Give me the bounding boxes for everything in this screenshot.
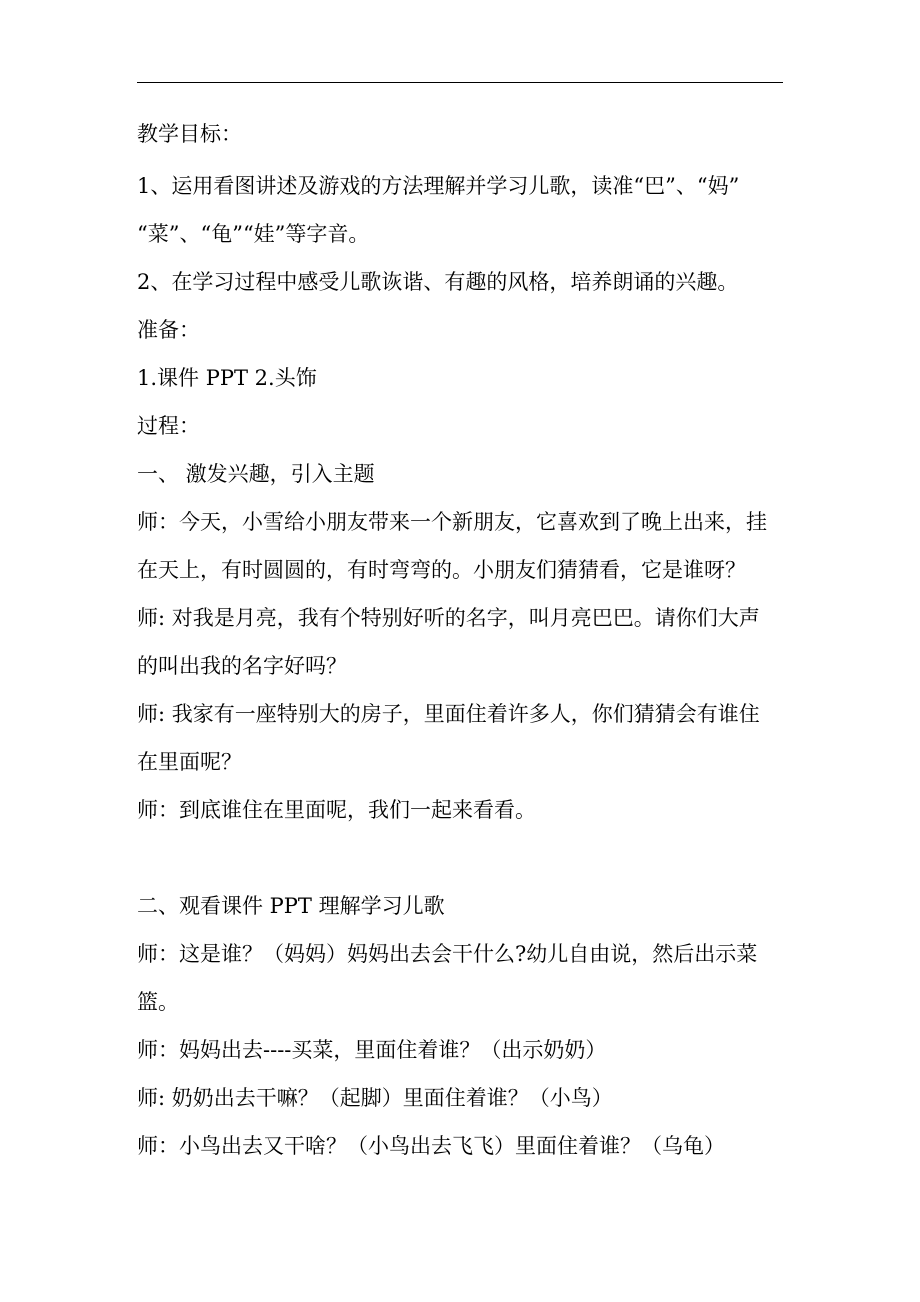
section-heading: 二、观看课件 PPT 理解学习儿歌 xyxy=(137,894,445,918)
text-line: 师：这是谁？（妈妈）妈妈出去会干什么?幼儿自由说，然后出示菜 xyxy=(137,942,758,966)
text-line: 1、运用看图讲述及游戏的方法理解并学习儿歌，读准“巴”、“妈” xyxy=(137,174,740,198)
text-line: 2、在学习过程中感受儿歌诙谐、有趣的风格，培养朗诵的兴趣。 xyxy=(137,270,739,294)
text-line: 在里面呢？ xyxy=(137,750,242,774)
text-line: 篮。 xyxy=(137,990,179,1014)
text-line: 师：今天，小雪给小朋友带来一个新朋友，它喜欢到了晚上出来，挂 xyxy=(137,510,767,534)
text-line: 教学目标： xyxy=(137,122,242,146)
text-line: 师：小鸟出去又干啥？（小鸟出去飞飞）里面住着谁？（乌龟） xyxy=(137,1134,725,1158)
text-line: 1.课件 PPT 2.头饰 xyxy=(137,366,317,390)
text-line: 师：妈妈出去----买菜，里面住着谁？（出示奶奶） xyxy=(137,1038,607,1062)
text-line: 在天上，有时圆圆的，有时弯弯的。小朋友们猜猜看，它是谁呀？ xyxy=(137,558,746,582)
header-rule xyxy=(137,82,783,83)
section-heading: 一、 激发兴趣，引入主题 xyxy=(137,462,375,486)
text-line: 师: 对我是月亮，我有个特别好听的名字，叫月亮巴巴。请你们大声 xyxy=(137,606,760,630)
text-line: 师: 奶奶出去干嘛？（起脚）里面住着谁？（小鸟） xyxy=(137,1086,613,1110)
text-line: 师: 我家有一座特别大的房子，里面住着许多人，你们猜猜会有谁住 xyxy=(137,702,760,726)
text-line: 过程： xyxy=(137,414,200,438)
text-line: 准备： xyxy=(137,318,200,342)
text-line: “菜”、“龟”“娃”等字音。 xyxy=(137,222,370,246)
text-line: 师：到底谁住在里面呢，我们一起来看看。 xyxy=(137,798,536,822)
text-line: 的叫出我的名字好吗？ xyxy=(137,654,347,678)
